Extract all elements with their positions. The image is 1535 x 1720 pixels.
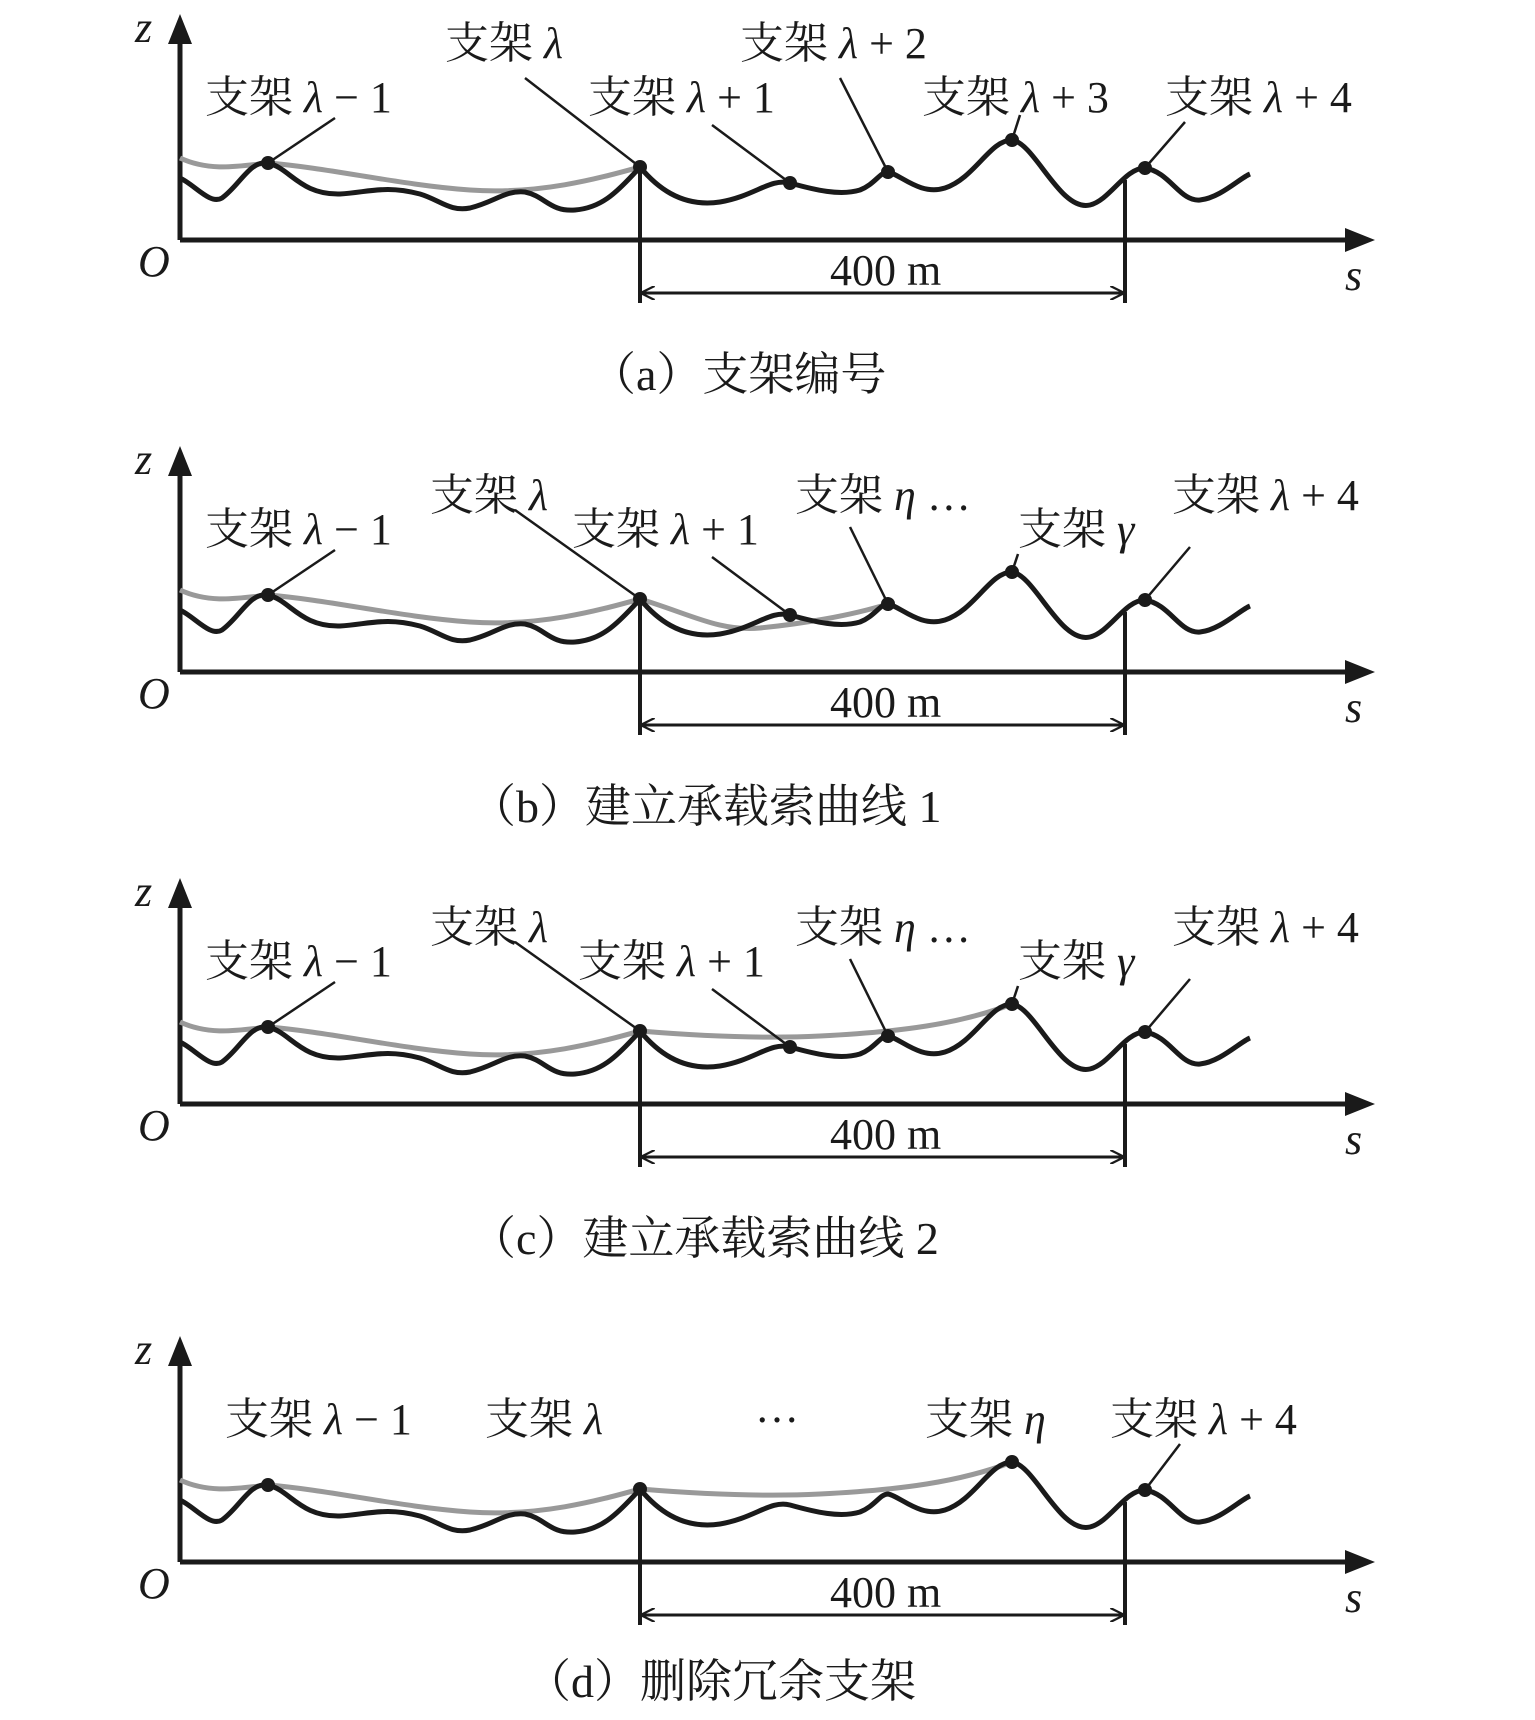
z-axis-label: z bbox=[135, 867, 153, 916]
support-label: 支架 λ + 4 bbox=[1110, 1395, 1297, 1444]
panel-b bbox=[134, 435, 1375, 832]
z-axis-arrow bbox=[168, 878, 192, 908]
panel-a bbox=[134, 3, 1375, 400]
s-axis-arrow bbox=[1345, 1550, 1375, 1574]
support-label: 支架 η … bbox=[795, 471, 971, 520]
leader-line bbox=[1145, 979, 1190, 1032]
leader-line bbox=[850, 959, 888, 1036]
cable-curve bbox=[180, 158, 640, 191]
support-label: 支架 λ bbox=[430, 471, 549, 520]
s-axis-label: s bbox=[1345, 1573, 1363, 1622]
support-label: 支架 λ bbox=[445, 19, 564, 68]
support-point bbox=[633, 1482, 647, 1496]
support-label: 支架 λ − 1 bbox=[205, 505, 392, 554]
distance-label: 400 m bbox=[830, 678, 942, 727]
support-label: 支架 λ − 1 bbox=[205, 73, 392, 122]
support-label: 支架 γ bbox=[1018, 505, 1135, 554]
leader-line bbox=[712, 125, 790, 183]
panel-caption: （d）删除冗余支架 bbox=[525, 1656, 916, 1707]
z-axis-arrow bbox=[168, 1336, 192, 1366]
s-axis-arrow bbox=[1345, 228, 1375, 252]
support-label: 支架 λ − 1 bbox=[225, 1395, 412, 1444]
support-label: 支架 λ + 1 bbox=[578, 937, 765, 986]
z-axis-label: z bbox=[135, 435, 153, 484]
s-axis-label: s bbox=[1345, 1115, 1363, 1164]
z-axis-label: z bbox=[135, 3, 153, 52]
terrain-profile bbox=[180, 1462, 1250, 1532]
z-axis-arrow bbox=[168, 446, 192, 476]
origin-label: O bbox=[138, 1559, 170, 1608]
distance-label: 400 m bbox=[830, 1110, 942, 1159]
panel-caption: （a）支架编号 bbox=[590, 349, 887, 400]
support-label: 支架 λ bbox=[430, 903, 549, 952]
leader-line bbox=[840, 78, 888, 172]
support-label: 支架 η bbox=[925, 1395, 1046, 1444]
s-axis-arrow bbox=[1345, 660, 1375, 684]
s-axis-label: s bbox=[1345, 251, 1363, 300]
leader-line bbox=[268, 118, 335, 163]
s-axis-arrow bbox=[1345, 1092, 1375, 1116]
support-label: 支架 λ + 3 bbox=[922, 73, 1109, 122]
origin-label: O bbox=[138, 669, 170, 718]
terrain-profile bbox=[180, 140, 1250, 210]
leader-line bbox=[1145, 122, 1185, 168]
support-label: 支架 λ + 4 bbox=[1165, 73, 1352, 122]
distance-label: 400 m bbox=[830, 1568, 942, 1617]
distance-label: 400 m bbox=[830, 246, 942, 295]
panel-d bbox=[134, 1325, 1375, 1707]
terrain-profile bbox=[180, 572, 1250, 642]
panel-caption: （c）建立承载索曲线 2 bbox=[470, 1213, 939, 1264]
leader-line bbox=[850, 527, 888, 604]
leader-line bbox=[712, 557, 790, 615]
leader-line bbox=[268, 550, 335, 595]
z-axis-arrow bbox=[168, 14, 192, 44]
support-label: 支架 λ + 2 bbox=[740, 19, 927, 68]
support-label: 支架 λ − 1 bbox=[205, 937, 392, 986]
support-label: 支架 λ + 4 bbox=[1172, 903, 1359, 952]
origin-label: O bbox=[138, 237, 170, 286]
support-label: 支架 η … bbox=[795, 903, 971, 952]
support-label: 支架 γ bbox=[1018, 937, 1135, 986]
support-label: 支架 λ + 1 bbox=[588, 73, 775, 122]
z-axis-label: z bbox=[135, 1325, 153, 1374]
panel-caption: （b）建立承载索曲线 1 bbox=[470, 781, 942, 832]
leader-line bbox=[268, 982, 335, 1027]
leader-line bbox=[1145, 547, 1190, 600]
s-axis-label: s bbox=[1345, 683, 1363, 732]
origin-label: O bbox=[138, 1101, 170, 1150]
ellipsis-label: … bbox=[755, 1383, 799, 1432]
support-label: 支架 λ + 4 bbox=[1172, 471, 1359, 520]
support-point bbox=[261, 1478, 275, 1492]
panel-c bbox=[134, 867, 1375, 1264]
leader-line bbox=[1145, 1444, 1180, 1490]
support-point bbox=[1005, 1455, 1019, 1469]
support-label: 支架 λ bbox=[485, 1395, 604, 1444]
terrain-profile bbox=[180, 1004, 1250, 1074]
support-label: 支架 λ + 1 bbox=[572, 505, 759, 554]
